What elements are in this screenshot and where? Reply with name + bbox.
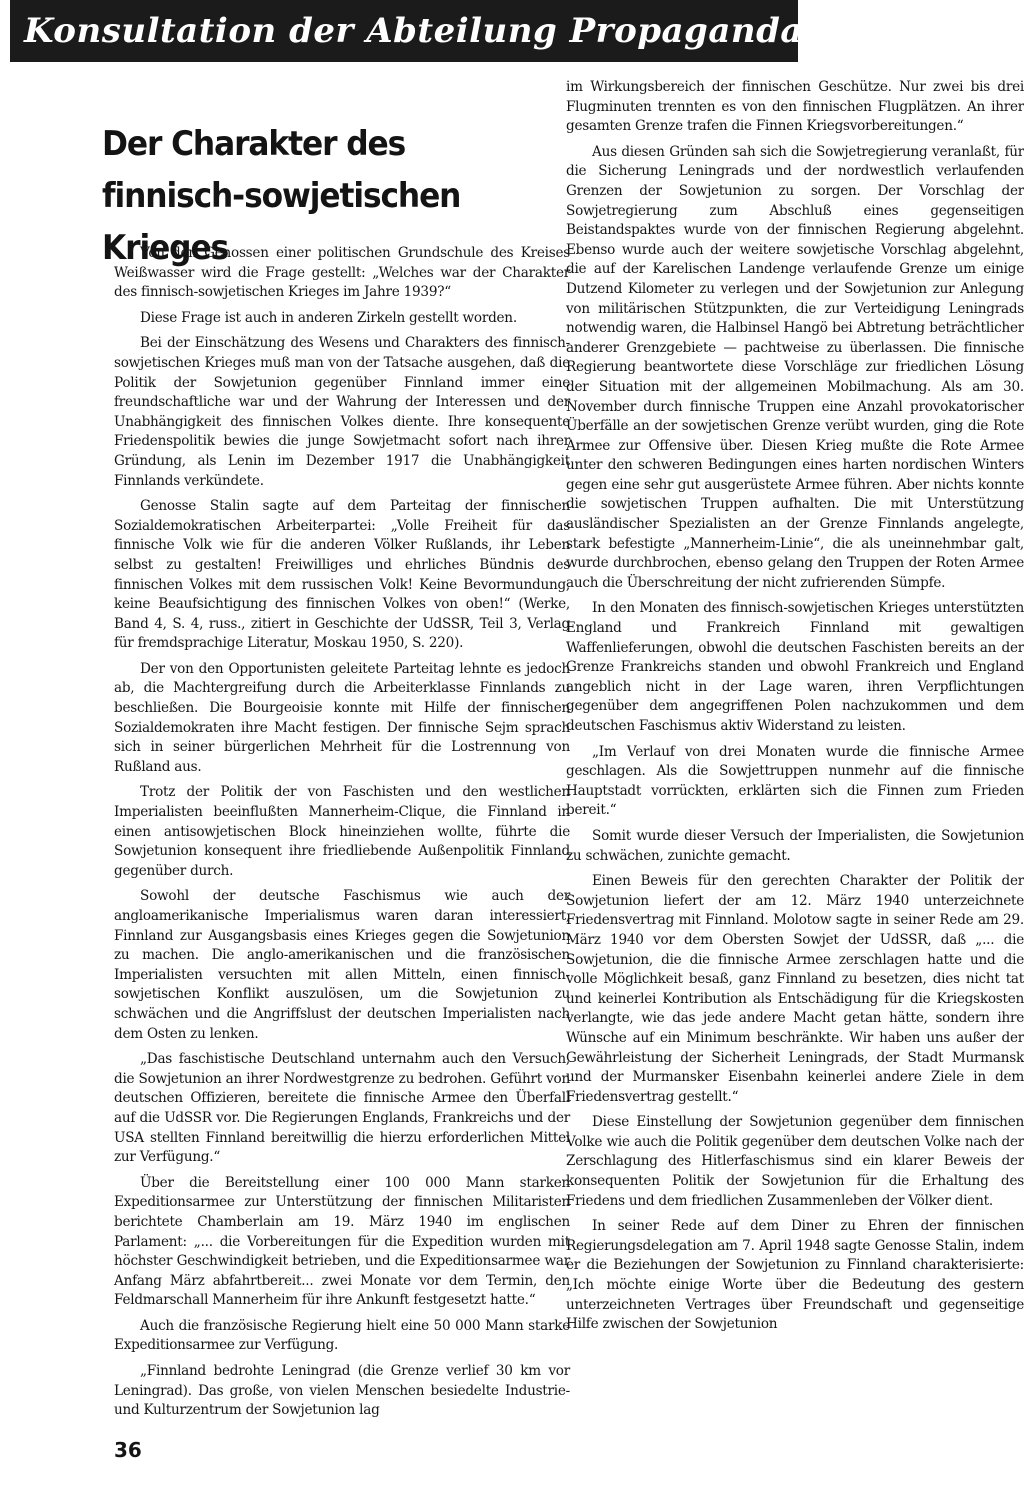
paragraph: Von den Genossen einer politischen Grundschule des Kreises Weißwasser wird die Frage gestellt: „Welches war der Charakter des finnisch-sowjetischen Krieges im Jahre 1939?“ xyxy=(114,245,570,301)
paragraph: Diese Einstellung der Sowjetunion gegenüber dem finnischen Volke wie auch die Politik gegenüber dem deutschen Volke nach der Zerschlagung des Hitlerfaschismus sind ein klarer Beweis der konsequenten Politik der Sowjetunion für die Erhaltung des Friedens und dem friedlichen Zusammenleben der Völker dient. xyxy=(566,1114,1024,1209)
paragraph: Trotz der Politik der von Faschisten und den westlichen Imperialisten beeinflußten Mannerheim-Clique, die Finnland in einen antisowjetischen Block hineinziehen wollte, führte die Sowjetunion konsequent ihre friedliebende Außenpolitik Finnland gegenüber durch. xyxy=(114,784,570,879)
right-text-column xyxy=(566,78,1024,1341)
headline-line-2: finnisch-sowjetischen Krieges xyxy=(102,176,461,268)
paragraph: Auch die französische Regierung hielt eine 50 000 Mann starke Expeditionsarmee zur Verfügung. xyxy=(114,1317,570,1354)
section-banner: Konsultation der Abteilung Propaganda des ZK xyxy=(10,0,798,62)
paragraph: Bei der Einschätzung des Wesens und Charakters des finnisch-sowjetischen Krieges muß man von der Tatsache ausgehen, daß die Politik der Sowjetunion gegenüber Finnland immer eine freundschaftliche war und der Wahrung der Interessen und der Unabhängigkeit des finnischen Volkes diente. Ihre konsequente Friedenspolitik bewies die junge Sowjetmacht sofort nach ihrer Gründung, als Lenin im Dezember 1917 die Unabhängigkeit Finnlands verkündete. xyxy=(114,335,570,489)
paragraph: Aus diesen Gründen sah sich die Sowjetregierung veranlaßt, für die Sicherung Leningrads und der nordwestlich verlaufenden Grenzen der Sowjetunion zu sorgen. Der Vorschlag der Sowjetregierung zum Abschluß eines gegenseitigen Beistandspaktes wurde von der finnischen Regierung abgelehnt. Ebenso wurde auch der weitere sowjetische Vorschlag abgelehnt, die auf der Karelischen Landenge verlaufende Grenze um einige Dutzend Kilometer zu verlegen und der Sowjetunion zur Anlegung von militärischen Stützpunkten, die zur Verteidigung Leningrads notwendig waren, die Halbinsel Hangö bei Abtretung beträchtlicher anderer Grenzgebiete — pachtweise zu überlassen. Die finnische Regierung beantwortete diese Vorschläge zur friedlichen Lösung der Situation mit der allgemeinen Mobilmachung. Als am 30. November durch finnische Truppen eine Anzahl provokatorischer Überfälle an der sowjetischen Grenze verübt wurden, ging die Rote Armee zur Offensive über. Diesen Krieg mußte die Rote Armee unter den schweren Bedingungen eines harten nordischen Winters gegen eine sehr gut ausgerüstete Armee führen. Aber nichts konnte die sowjetischen Truppen aufhalten. Die mit Unterstützung ausländischer Spezialisten an der Grenze Finnlands angelegte, stark befestigte „Mannerheim-Linie“, die als uneinnehmbar galt, wurde durchbrochen, ebenso gelang den Truppen der Roten Armee auch die Überschreitung der nicht zufrierenden Sümpfe. xyxy=(566,143,1024,591)
paragraph: Diese Frage ist auch in anderen Zirkeln gestellt worden. xyxy=(140,309,517,326)
paragraph: „Im Verlauf von drei Monaten wurde die finnische Armee geschlagen. Als die Sowjettruppen nunmehr auf die finnische Hauptstadt vorrückten, erklärten sich die Finnen zum Frieden bereit.“ xyxy=(566,743,1024,819)
page-number: 36 xyxy=(114,1438,142,1462)
paragraph-continued: im Wirkungsbereich der finnischen Geschütze. Nur zwei bis drei Flugminuten trennten es von den finnischen Flugplätzen. An ihrer gesamten Grenze trafen die Finnen Kriegsvorbereitungen.“ xyxy=(566,79,1024,135)
paragraph: Genosse Stalin sagte auf dem Parteitag der finnischen Sozialdemokratischen Arbeiterpartei: „Volle Freiheit für das finnische Volk wie für die anderen Völker Rußlands, ihr Leben selbst zu gestalten! Freiwilliges und ehrliches Bündnis des finnischen Volkes mit dem russischen Volk! Keine Bevormundung, keine Beaufsichtigung des finnischen Volkes von oben!“ (Werke, Band 4, S. 4, russ., zitiert in Geschichte der UdSSR, Teil 3, Verlag für fremdsprachige Literatur, Moskau 1950, S. 220). xyxy=(114,498,570,652)
paragraph: In den Monaten des finnisch-sowjetischen Krieges unterstützten England und Frankreich Finnland mit gewaltigen Waffenlieferungen, obwohl die deutschen Faschisten bereits an der Grenze Frankreichs standen und obwohl Frankreich und England angeblich nicht in der Lage waren, ihren Verpflichtungen gegenüber dem angegriffenen Polen nachzukommen und dem deutschen Faschismus aktiv Widerstand zu leisten. xyxy=(566,600,1024,734)
paragraph: Über die Bereitstellung einer 100 000 Mann starken Expeditionsarmee zur Unterstützung der finnischen Militaristen berichtete Chamberlain am 19. März 1940 im englischen Parlament: „... die Vorbereitungen für die Expedition wurden mit höchster Geschwindigkeit betrieben, und die Expeditionsarmee war Anfang März abfahrtbereit... zwei Monate vor dem Termin, den Feldmarschall Mannerheim für ihre Ankunft festgesetzt hatte.“ xyxy=(114,1174,570,1309)
paragraph: Einen Beweis für den gerechten Charakter der Politik der Sowjetunion liefert der am 12. März 1940 unterzeichnete Friedensvertrag mit Finnland. Molotow sagte in seiner Rede am 29. März 1940 vor dem Obersten Sowjet der UdSSR, daß „... die Sowjetunion, die die finnische Armee zerschlagen hatte und die volle Möglichkeit besaß, ganz Finnland zu besetzen, dies nicht tat und keinerlei Kontribution als Entschädigung für die Kriegskosten verlangte, wie das jede andere Macht getan hätte, sondern ihre Wünsche auf ein Minimum beschränkte. Wir haben uns außer der Gewährleistung der Sicherheit Leningrads, der Stadt Murmansk und der Murmansker Eisenbahn keinerlei andere Ziele in dem Friedensvertrag gestellt.“ xyxy=(566,873,1024,1105)
left-text-column xyxy=(114,244,570,1427)
paragraph: Somit wurde dieser Versuch der Imperialisten, die Sowjetunion zu schwächen, zunichte gemacht. xyxy=(566,827,1024,864)
headline-line-1: Der Charakter des xyxy=(102,124,406,164)
paragraph: „Das faschistische Deutschland unternahm auch den Versuch, die Sowjetunion an ihrer Nordwestgrenze zu bedrohen. Geführt von deutschen Offizieren, bereitete die finnische Armee den Überfall auf die UdSSR vor. Die Regierungen Englands, Frankreichs und der USA stellten Finnland bereitwillig die hierzu erforderlichen Mittel zur Verfügung.“ xyxy=(114,1051,570,1166)
paragraph: In seiner Rede auf dem Diner zu Ehren der finnischen Regierungsdelegation am 7. April 1948 sagte Genosse Stalin, indem er die Beziehungen der Sowjetunion zu Finnland charakterisierte: „Ich möchte einige Worte über die Bedeutung des gestern unterzeichneten Vertrages über Freundschaft und gegenseitige Hilfe zwischen der Sowjetunion xyxy=(566,1218,1024,1333)
paragraph: Sowohl der deutsche Faschismus wie auch der angloamerikanische Imperialismus waren daran interessiert, Finnland zur Ausgangsbasis eines Krieges gegen die Sowjetunion zu machen. Die anglo-amerikanischen und die französischen Imperialisten versuchten mit allen Mitteln, einen finnisch-sowjetischen Konflikt auszulösen, um die Sowjetunion zu schwächen und die Angriffslust der deutschen Imperialisten nach dem Osten zu lenken. xyxy=(114,888,570,1042)
paragraph: Der von den Opportunisten geleitete Parteitag lehnte es jedoch ab, die Machtergreifung durch die Arbeiterklasse Finnlands zu beschließen. Die Bourgeoisie konnte mit Hilfe der finnischen Sozialdemokraten ihre Macht festigen. Der finnische Sejm sprach sich in seiner bürgerlichen Mehrheit für die Lostrennung von Rußland aus. xyxy=(114,660,570,775)
paragraph: „Finnland bedrohte Leningrad (die Grenze verlief 30 km vor Leningrad). Das große, von vielen Menschen besiedelte Industrie- und Kulturzentrum der Sowjetunion lag xyxy=(114,1363,570,1419)
